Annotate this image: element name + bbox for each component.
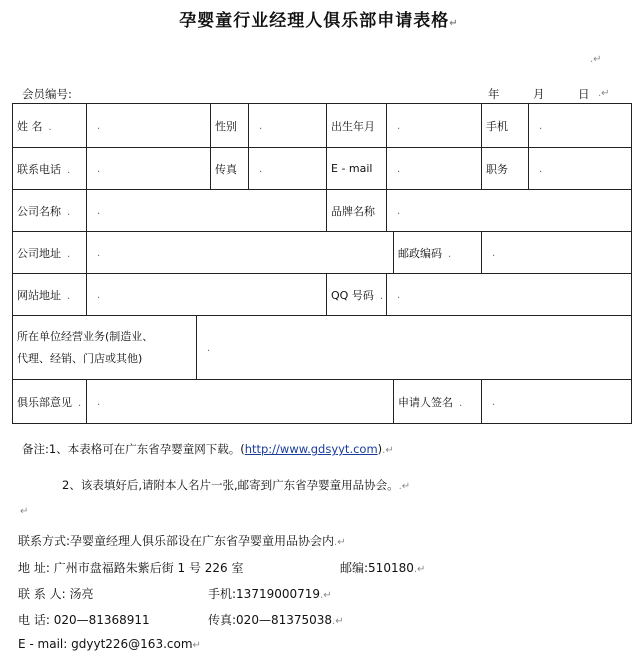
day-label: 日 — [578, 87, 590, 101]
form-row — [13, 104, 632, 148]
phone-label: 联系电话 . — [13, 148, 87, 190]
contact-phone: 电 话: 020—81368911 — [18, 613, 150, 627]
contact-postcode: 邮编:510180.↵ — [340, 561, 426, 575]
opinion-label: 俱乐部意见 . — [13, 380, 87, 424]
form-row — [13, 232, 632, 274]
position-field[interactable]: . — [529, 148, 632, 190]
year-label: 年 — [488, 87, 500, 101]
mobile-label: 手机 — [482, 104, 529, 148]
gender-field[interactable]: . — [249, 104, 327, 148]
name-field[interactable]: . — [87, 104, 211, 148]
contact-address: 地 址: 广州市盘福路朱紫后街 1 号 226 室 — [18, 561, 244, 575]
contact-mobile: 手机:13719000719.↵ — [208, 587, 332, 601]
birth-field[interactable]: . — [387, 104, 482, 148]
form-row — [13, 380, 632, 424]
contact-fax: 传真:020—81375038.↵ — [208, 613, 344, 627]
website-label: 网站地址 . — [13, 274, 87, 316]
address-label: 公司地址 . — [13, 232, 87, 274]
website-link[interactable]: http://www.gdsyyt.com — [244, 442, 378, 456]
contact-person: 联 系 人: 汤亮 — [18, 587, 94, 601]
qq-field[interactable]: . — [387, 274, 632, 316]
contact-intro: 联系方式:孕婴童经理人俱乐部设在广东省孕婴童用品协会内.↵ — [18, 534, 346, 548]
website-field[interactable]: . — [87, 274, 327, 316]
form-row — [13, 316, 632, 380]
birth-label: 出生年月 — [327, 104, 387, 148]
month-label: 月 — [533, 87, 545, 101]
postcode-field[interactable]: . — [482, 232, 632, 274]
paragraph-mark: .↵ — [590, 54, 602, 65]
page-title: 孕婴童行业经理人俱乐部申请表格↵ — [179, 11, 459, 31]
fax-label: 传真 — [211, 148, 249, 190]
form-row — [13, 148, 632, 190]
address-field[interactable]: . — [87, 232, 394, 274]
phone-field[interactable]: . — [87, 148, 211, 190]
position-label: 职务 — [482, 148, 529, 190]
note-1: 备注:1、本表格可在广东省孕婴童网下载。(http://www.gdsyyt.com).↵ — [22, 442, 394, 456]
qq-label: QQ 号码 . — [327, 274, 387, 316]
contact-email: E - mail: gdyyt226@163.com↵ — [18, 637, 201, 651]
mobile-field[interactable]: . — [529, 104, 632, 148]
business-label: 所在单位经营业务(制造业、 代理、经销、门店或其他) — [13, 316, 197, 380]
email-label: E - mail — [327, 148, 387, 190]
brand-field[interactable]: . — [387, 190, 632, 232]
paragraph-mark: .↵ — [598, 88, 610, 99]
form-row — [13, 274, 632, 316]
company-label: 公司名称 . — [13, 190, 87, 232]
brand-label: 品牌名称 — [327, 190, 387, 232]
signature-field[interactable]: . — [482, 380, 632, 424]
gender-label: 性别 — [211, 104, 249, 148]
paragraph-mark: ↵ — [20, 506, 29, 517]
application-form-table — [12, 103, 632, 424]
form-row — [13, 190, 632, 232]
signature-label: 申请人签名 . — [394, 380, 482, 424]
company-field[interactable]: . — [87, 190, 327, 232]
note-2: 2、该表填好后,请附本人名片一张,邮寄到广东省孕婴童用品协会。.↵ — [62, 478, 411, 492]
postcode-label: 邮政编码 . — [394, 232, 482, 274]
name-label: 姓 名 . — [13, 104, 87, 148]
email-field[interactable]: . — [387, 148, 482, 190]
fax-field[interactable]: . — [249, 148, 327, 190]
opinion-field[interactable]: . — [87, 380, 394, 424]
business-field[interactable]: . — [197, 316, 632, 380]
member-number-label: 会员编号: — [22, 87, 72, 101]
